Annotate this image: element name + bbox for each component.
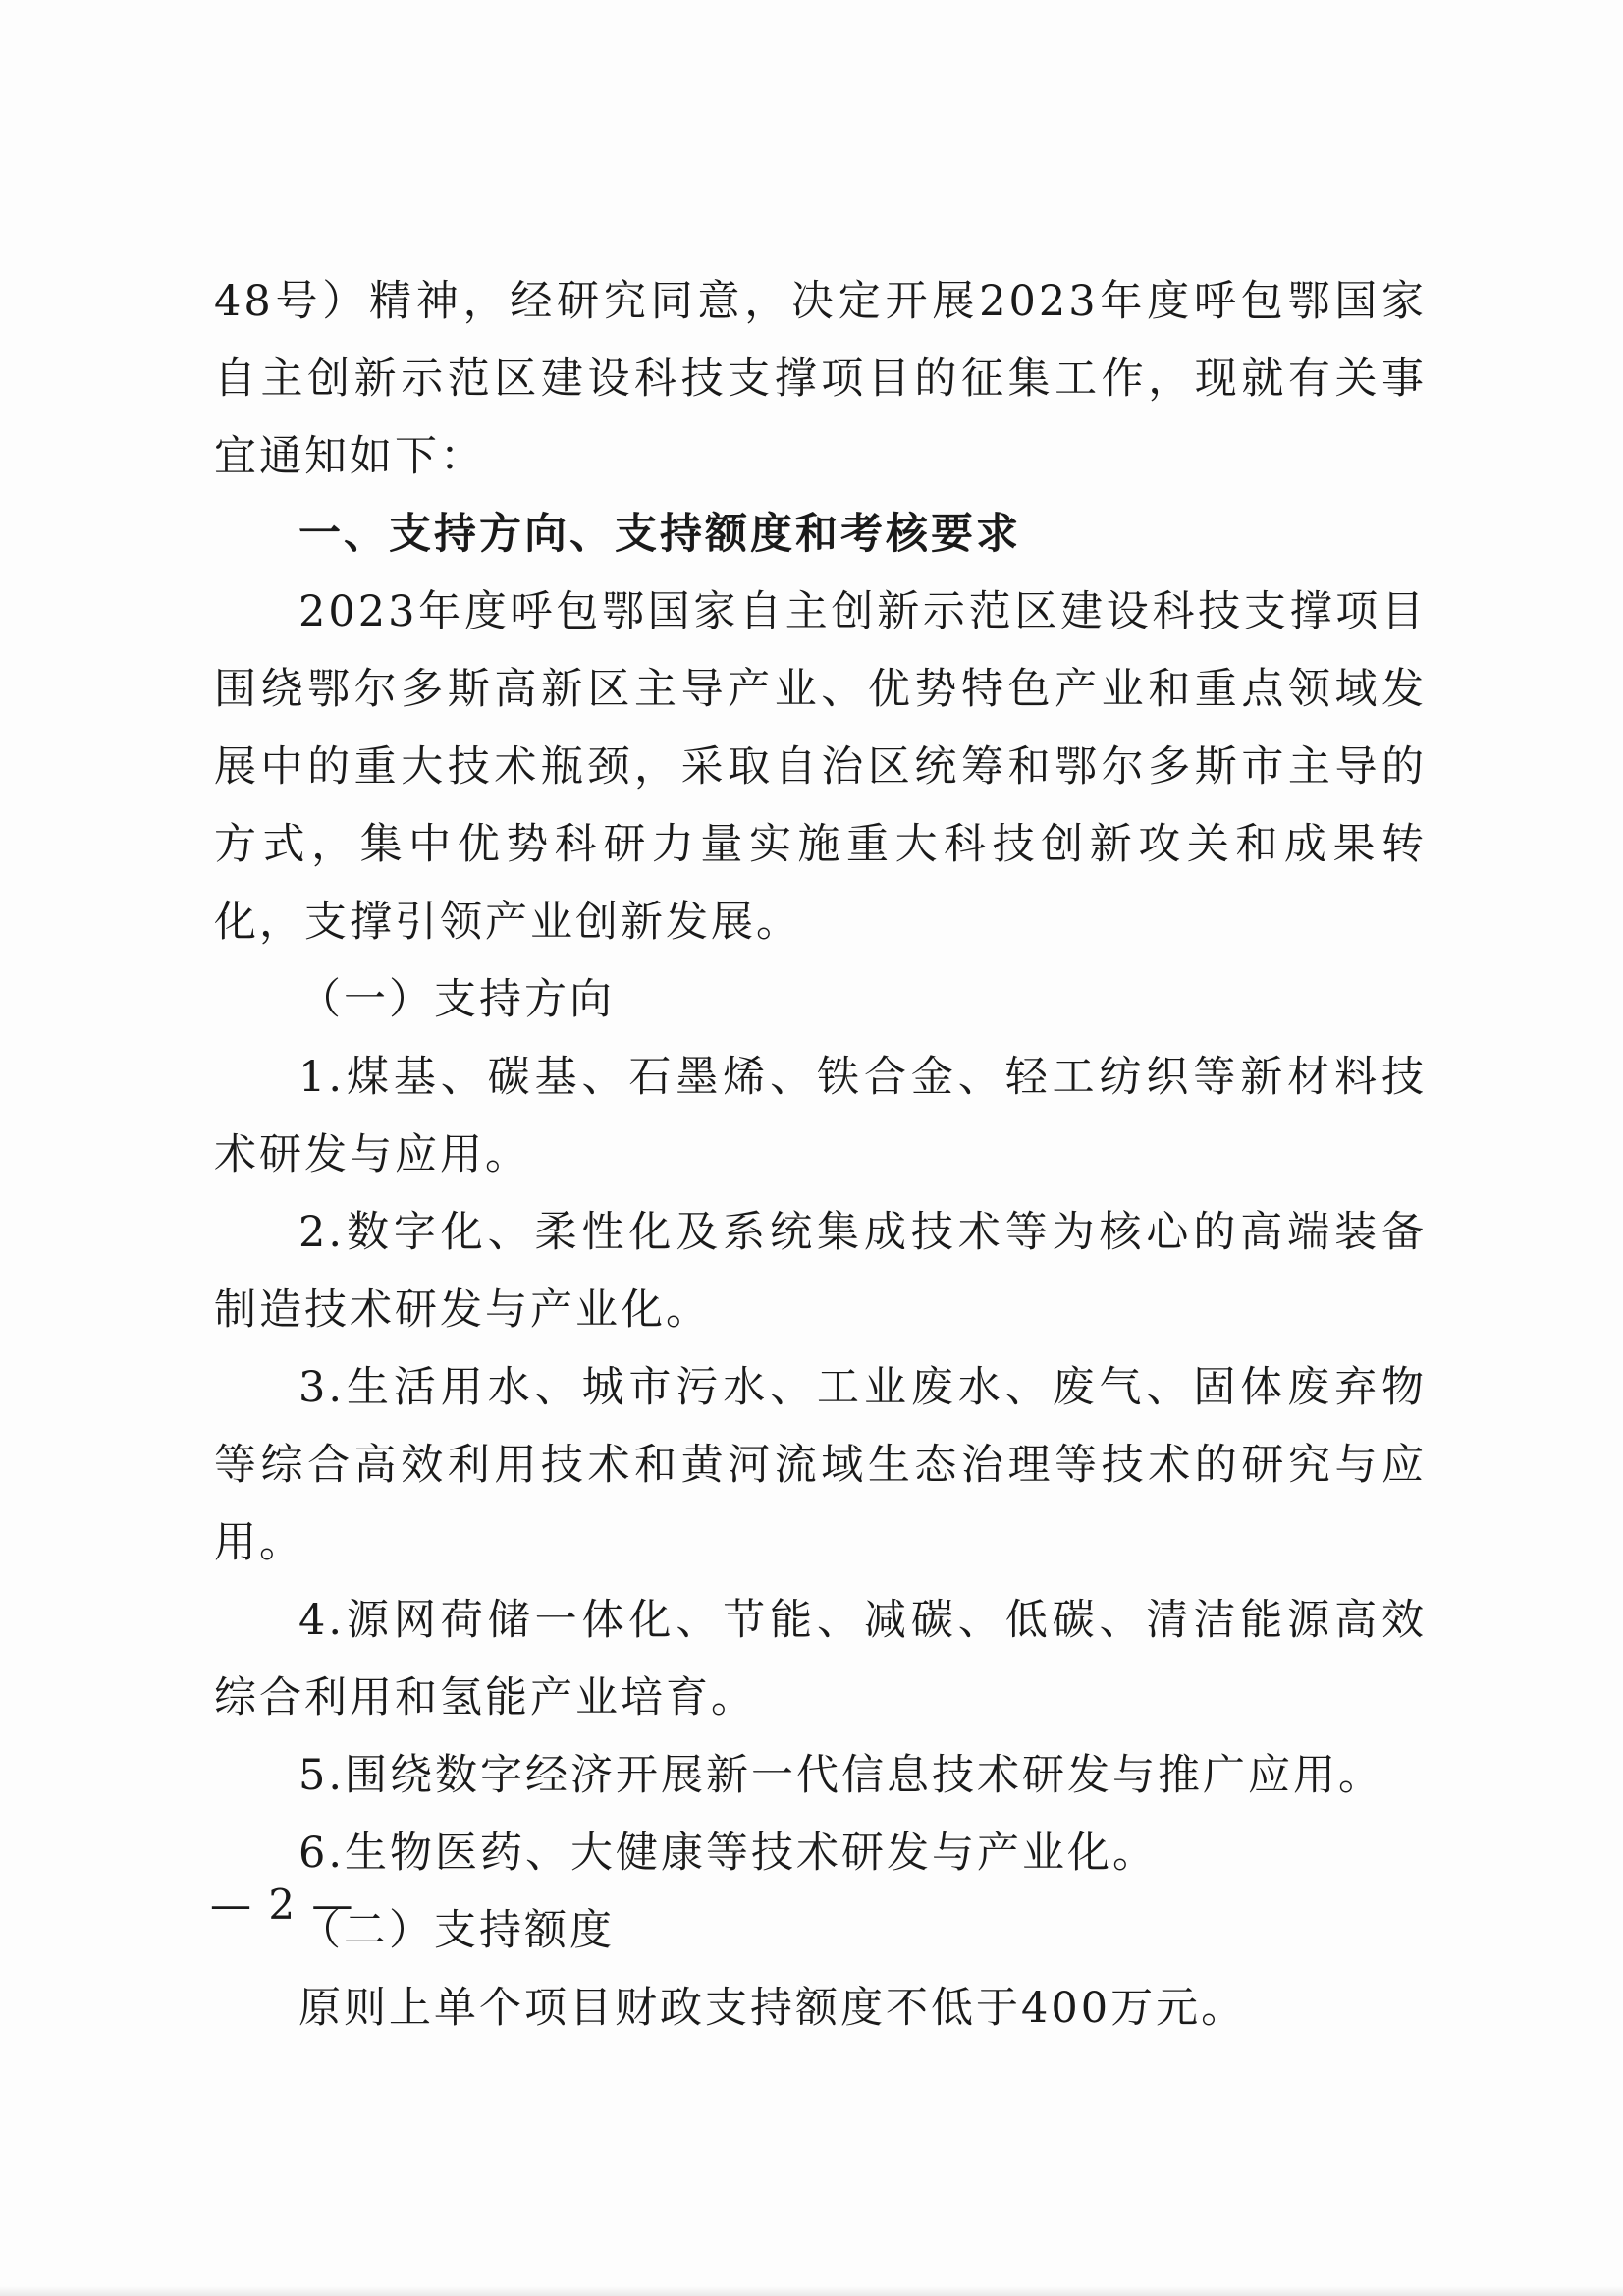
section-heading: 一、支持方向、支持额度和考核要求 (298, 510, 1021, 559)
list-item: 2.数字化、柔性化及系统集成技术等为核心的高端装备制造技术研发与产业化。 (214, 1208, 1427, 1335)
document-body (214, 263, 1427, 2048)
paragraph-continuation: 48号）精神，经研究同意，决定开展2023年度呼包鄂国家自主创新示范区建设科技支撑项目的征集工作，现就有关事宜通知如下： (214, 277, 1427, 481)
list-item: 3.生活用水、城市污水、工业废水、废气、固体废弃物等综合高效利用技术和黄河流域生态治理等技术的研究与应用。 (214, 1363, 1427, 1567)
list-item: 5.围绕数字经济开展新一代信息技术研发与推广应用。 (298, 1751, 1384, 1800)
subheading-support-amount: （二）支持额度 (298, 1906, 615, 1955)
list-item: 6.生物医药、大健康等技术研发与产业化。 (298, 1829, 1159, 1878)
subheading-support-direction: （一）支持方向 (298, 975, 615, 1024)
page-edge-shadow (0, 2286, 1623, 2296)
list-item: 1.煤基、碳基、石墨烯、铁合金、轻工纺织等新材料技术研发与应用。 (214, 1053, 1427, 1179)
paragraph-support-amount: 原则上单个项目财政支持额度不低于400万元。 (298, 1984, 1247, 2033)
page-number: — 2 — (210, 1881, 355, 1929)
list-item: 4.源网荷储一体化、节能、减碳、低碳、清洁能源高效综合利用和氢能产业培育。 (214, 1596, 1427, 1722)
paragraph-intro: 2023年度呼包鄂国家自主创新示范区建设科技支撑项目围绕鄂尔多斯高新区主导产业、优势特色产业和重点领域发展中的重大技术瓶颈，采取自治区统筹和鄂尔多斯市主导的方式，集中优势科研力量实施重大科技创新攻关和成果转化，支撑引领产业创新发展。 (214, 587, 1427, 947)
